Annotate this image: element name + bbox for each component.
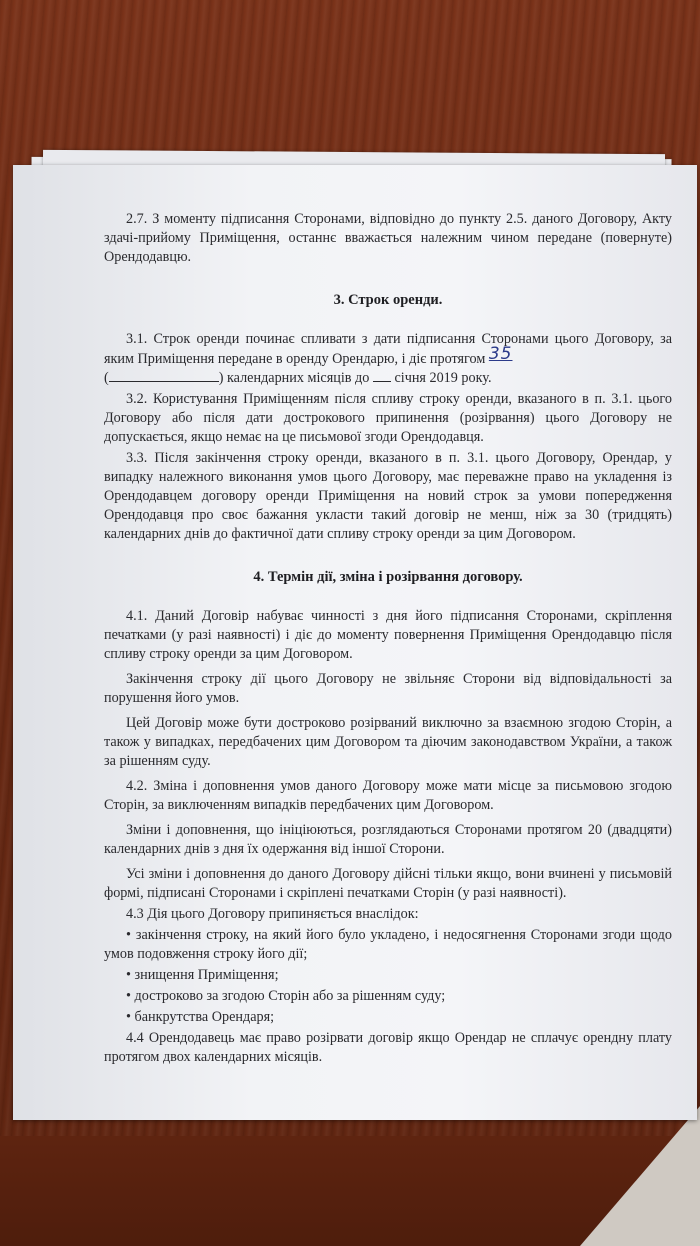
section-3-heading: 3. Строк оренди. xyxy=(333,292,443,308)
clause-4-4: 4.4 Орендодавець має право розірвати договір якщо Орендар не сплачує орендну плату протягом двох календарних місяців. xyxy=(104,1030,672,1065)
clause-3-1 xyxy=(104,330,672,388)
clause-2-7: 2.7. З моменту підписання Сторонами, відповідно до пункту 2.5. даного Договору, Акту здачі-прийому Приміщення, останнє вважається належним чином передане (повернуте) Орендодавцю. xyxy=(104,211,672,265)
clause-3-2: 3.2. Користування Приміщенням після спливу строку оренди, вказаного в п. 3.1. цього Договору або після дати дострокового припинення (розірвання) цього Договору не допускається, якщо немає на це письмової згоди Орендодавця. xyxy=(104,391,672,445)
day-blank-line xyxy=(373,369,391,382)
months-blank-line xyxy=(109,369,219,382)
list-item: • банкрутства Орендаря; xyxy=(126,1009,275,1025)
document-text xyxy=(104,210,672,1067)
list-item: • закінчення строку, на який його було укладено, і недосягнення Сторонами згоди щодо умов подовження строку його дії; xyxy=(104,927,672,962)
clause-3-1-date-text: січня 2019 року. xyxy=(394,370,492,386)
clause-4-1-b: Закінчення строку дії цього Договору не звільняє Сторони від відповідальності за порушення його умов. xyxy=(104,671,672,706)
clause-4-1-c: Цей Договір може бути достроково розірваний виключно за взаємною згодою Сторін, а також у випадках, передбачених цим Договором та діючим законодавством України, а також за рішенням суду. xyxy=(104,715,672,769)
clause-4-1: 4.1. Даний Договір набуває чинності з дня його підписання Сторонами, скріплення печатками (у разі наявності) і діє до моменту повернення Приміщення Орендодавцю після спливу строку оренди за цим Договором. xyxy=(104,608,672,662)
clause-4-2-c: Усі зміни і доповнення до даного Договору дійсні тільки якщо, вони вчинені у письмовій формі, підписані Сторонами і скріплені печатками Сторін (у разі наявності). xyxy=(104,866,672,901)
clause-3-1-months-text: ) календарних місяців до xyxy=(218,370,370,386)
clause-3-1-text: 3.1. Строк оренди починає спливати з дати підписання Сторонами цього Договору, за яким Приміщення передане в оренду Орендарю, і діє протягом xyxy=(104,331,672,367)
floor-corner xyxy=(580,1106,700,1246)
clause-4-2: 4.2. Зміна і доповнення умов даного Договору може мати місце за письмовою згодою Сторін, за виключенням випадків передбачених цим Договором. xyxy=(104,778,672,813)
handwritten-months-value: 35 xyxy=(488,344,513,364)
list-item: • знищення Приміщення; xyxy=(126,967,279,983)
clause-4-3: 4.3 Дія цього Договору припиняється внаслідок: xyxy=(126,906,419,922)
clause-3-3: 3.3. Після закінчення строку оренди, вказаного в п. 3.1. цього Договору, Орендар, у випадку належного виконання умов цього Договору, має переважне право на укладення із Орендодавцем договору оренди Приміщення на новий строк за умови попередження Орендодавця про своє бажання укласти такий договір не менш, ніж за 30 (тридцять) календарних днів до фактичної дати спливу строку оренди за цим Договором. xyxy=(104,450,672,542)
paren-open: ( xyxy=(104,370,109,386)
clause-4-2-b: Зміни і доповнення, що ініціюються, розглядаються Сторонами протягом 20 (двадцяти) календарних днів з дня їх одержання від іншої Сторони. xyxy=(104,822,672,857)
list-item: • достроково за згодою Сторін або за рішенням суду; xyxy=(126,988,446,1004)
section-4-heading: 4. Термін дії, зміна і розірвання договору. xyxy=(253,569,523,585)
